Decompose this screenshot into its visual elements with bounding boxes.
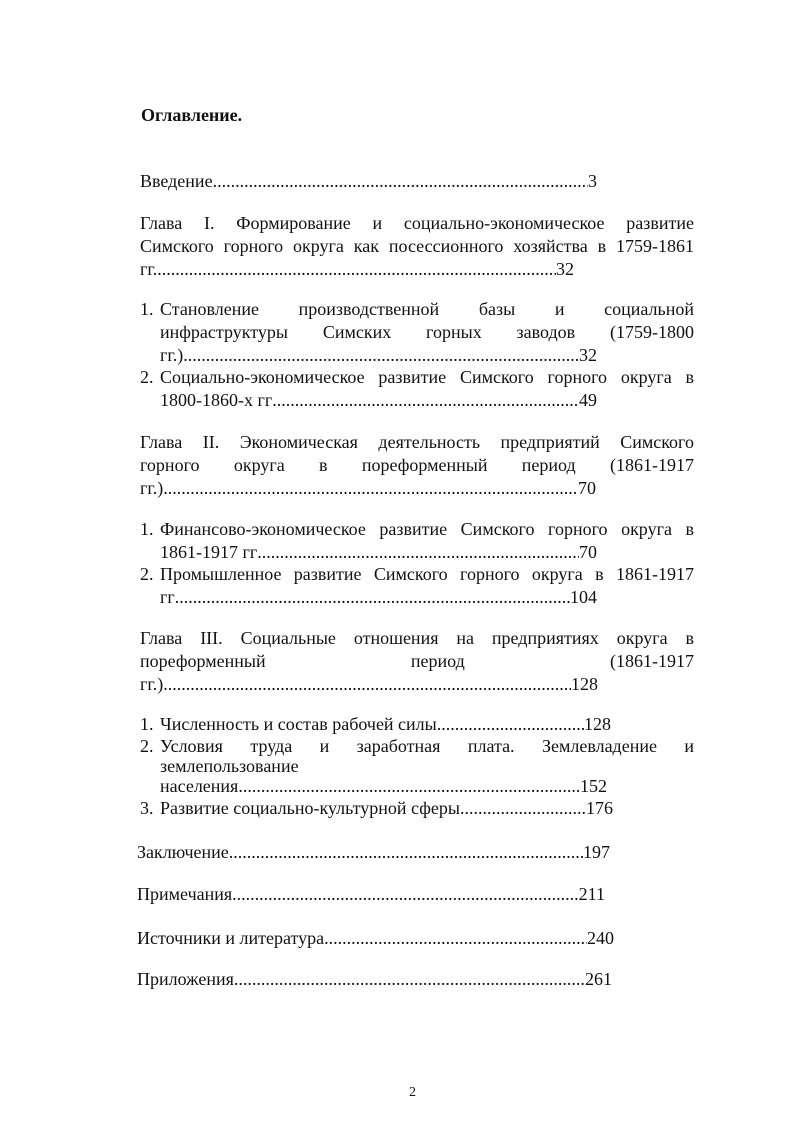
toc-page: 3 xyxy=(588,171,597,191)
toc-page: 70 xyxy=(578,478,596,498)
toc-leader xyxy=(234,968,585,990)
toc-leader xyxy=(324,927,587,949)
toc-page: 32 xyxy=(579,345,597,365)
toc-entry-section-3-3[interactable] xyxy=(160,797,613,819)
toc-leader xyxy=(437,713,584,735)
toc-page: 70 xyxy=(579,542,597,562)
toc-leader xyxy=(272,389,579,411)
toc-page: 128 xyxy=(584,714,611,734)
toc-leader xyxy=(229,841,583,863)
toc-label: гг.) xyxy=(160,345,184,365)
toc-page: 261 xyxy=(585,969,612,989)
toc-label: 1861-1917 гг xyxy=(160,542,258,562)
toc-section-2-1-line1: Финансово-экономическое развитие Симского горного округа в xyxy=(160,519,694,539)
toc-page: 49 xyxy=(579,390,597,410)
toc-label: Приложения xyxy=(137,969,234,989)
toc-label: Источники и литература xyxy=(137,928,325,948)
toc-leader xyxy=(232,883,579,905)
toc-leader xyxy=(163,477,578,499)
toc-page: 152 xyxy=(580,776,607,796)
toc-item-number: 2. xyxy=(140,367,154,387)
toc-label: Введение xyxy=(140,171,213,191)
toc-entry-chapter-3[interactable] xyxy=(140,673,598,695)
toc-leader xyxy=(460,797,586,819)
toc-chapter-2-line2: горного округа в пореформенный период (1861-1917 xyxy=(140,455,694,475)
toc-entry-notes[interactable] xyxy=(137,883,605,905)
toc-item-number: 3. xyxy=(140,798,154,818)
toc-section-1-1-line1: Становление производственной базы и социальной xyxy=(160,299,694,319)
toc-item-number: 1. xyxy=(140,299,154,319)
toc-leader xyxy=(257,541,579,563)
toc-entry-chapter-2[interactable] xyxy=(140,477,596,499)
toc-label: Заключение xyxy=(137,842,229,862)
toc-page: 32 xyxy=(556,259,574,279)
toc-chapter-1-line1: Глава I. Формирование и социально-экономическое развитие xyxy=(140,213,694,233)
toc-entry-conclusion[interactable] xyxy=(137,841,610,863)
page-title: Оглавление. xyxy=(141,105,243,125)
toc-entry-section-3-2[interactable] xyxy=(160,775,607,797)
toc-item-number: 2. xyxy=(140,736,154,756)
toc-page: 197 xyxy=(583,842,610,862)
toc-entry-section-1-1[interactable] xyxy=(160,344,597,366)
toc-page: 211 xyxy=(578,884,605,904)
toc-entry-section-1-2[interactable] xyxy=(160,389,597,411)
toc-section-3-2-line1: Условия труда и заработная плата. Землевладение и xyxy=(160,736,694,756)
toc-entry-chapter-1[interactable] xyxy=(140,258,574,280)
toc-section-2-2-line1: Промышленное развитие Симского горного округа в 1861-1917 xyxy=(160,564,694,584)
toc-section-1-1-line2: инфраструктуры Симских горных заводов (1759-1800 xyxy=(160,322,694,342)
toc-leader xyxy=(175,586,570,608)
toc-entry-section-2-1[interactable] xyxy=(160,541,597,563)
toc-item-number: 2. xyxy=(140,564,154,584)
toc-chapter-3-line1: Глава III. Социальные отношения на предприятиях округа в xyxy=(140,628,694,648)
toc-entry-intro[interactable] xyxy=(140,170,597,192)
toc-page: 176 xyxy=(586,798,613,818)
toc-entry-section-2-2[interactable] xyxy=(160,586,597,608)
toc-label: гг. xyxy=(140,259,158,279)
toc-label: 1800-1860-х гг xyxy=(160,390,273,410)
toc-label: Численность и состав рабочей силы xyxy=(160,714,437,734)
toc-label: гг.) xyxy=(140,478,164,498)
toc-item-number: 1. xyxy=(140,714,154,734)
toc-item-number: 1. xyxy=(140,519,154,539)
toc-entry-sources[interactable] xyxy=(137,927,614,949)
toc-leader xyxy=(157,258,556,280)
toc-entry-section-3-1[interactable] xyxy=(160,713,611,735)
toc-chapter-2-line1: Глава II. Экономическая деятельность предприятий Симского xyxy=(140,432,694,452)
toc-label: населения xyxy=(160,776,239,796)
toc-page: 104 xyxy=(570,587,597,607)
toc-label: Примечания xyxy=(137,884,233,904)
toc-chapter-1-line2: Симского горного округа как посессионного хозяйства в 1759-1861 xyxy=(140,236,694,256)
toc-leader xyxy=(238,775,580,797)
toc-section-1-2-line1: Социально-экономическое развитие Симского горного округа в xyxy=(160,367,694,387)
toc-leader xyxy=(163,673,571,695)
toc-label: гг xyxy=(160,587,175,607)
toc-label: Развитие социально-культурной сферы xyxy=(160,798,461,818)
toc-leader xyxy=(183,344,579,366)
page-number: 2 xyxy=(409,1085,416,1100)
toc-page: 128 xyxy=(571,674,598,694)
toc-entry-appendix[interactable] xyxy=(137,968,612,990)
toc-label: гг.) xyxy=(140,674,164,694)
toc-page: 240 xyxy=(587,928,614,948)
toc-leader xyxy=(213,170,588,192)
toc-chapter-3-line2: пореформенный период (1861-1917 xyxy=(140,651,694,671)
toc-section-3-2-line2: землепользование xyxy=(160,756,299,776)
